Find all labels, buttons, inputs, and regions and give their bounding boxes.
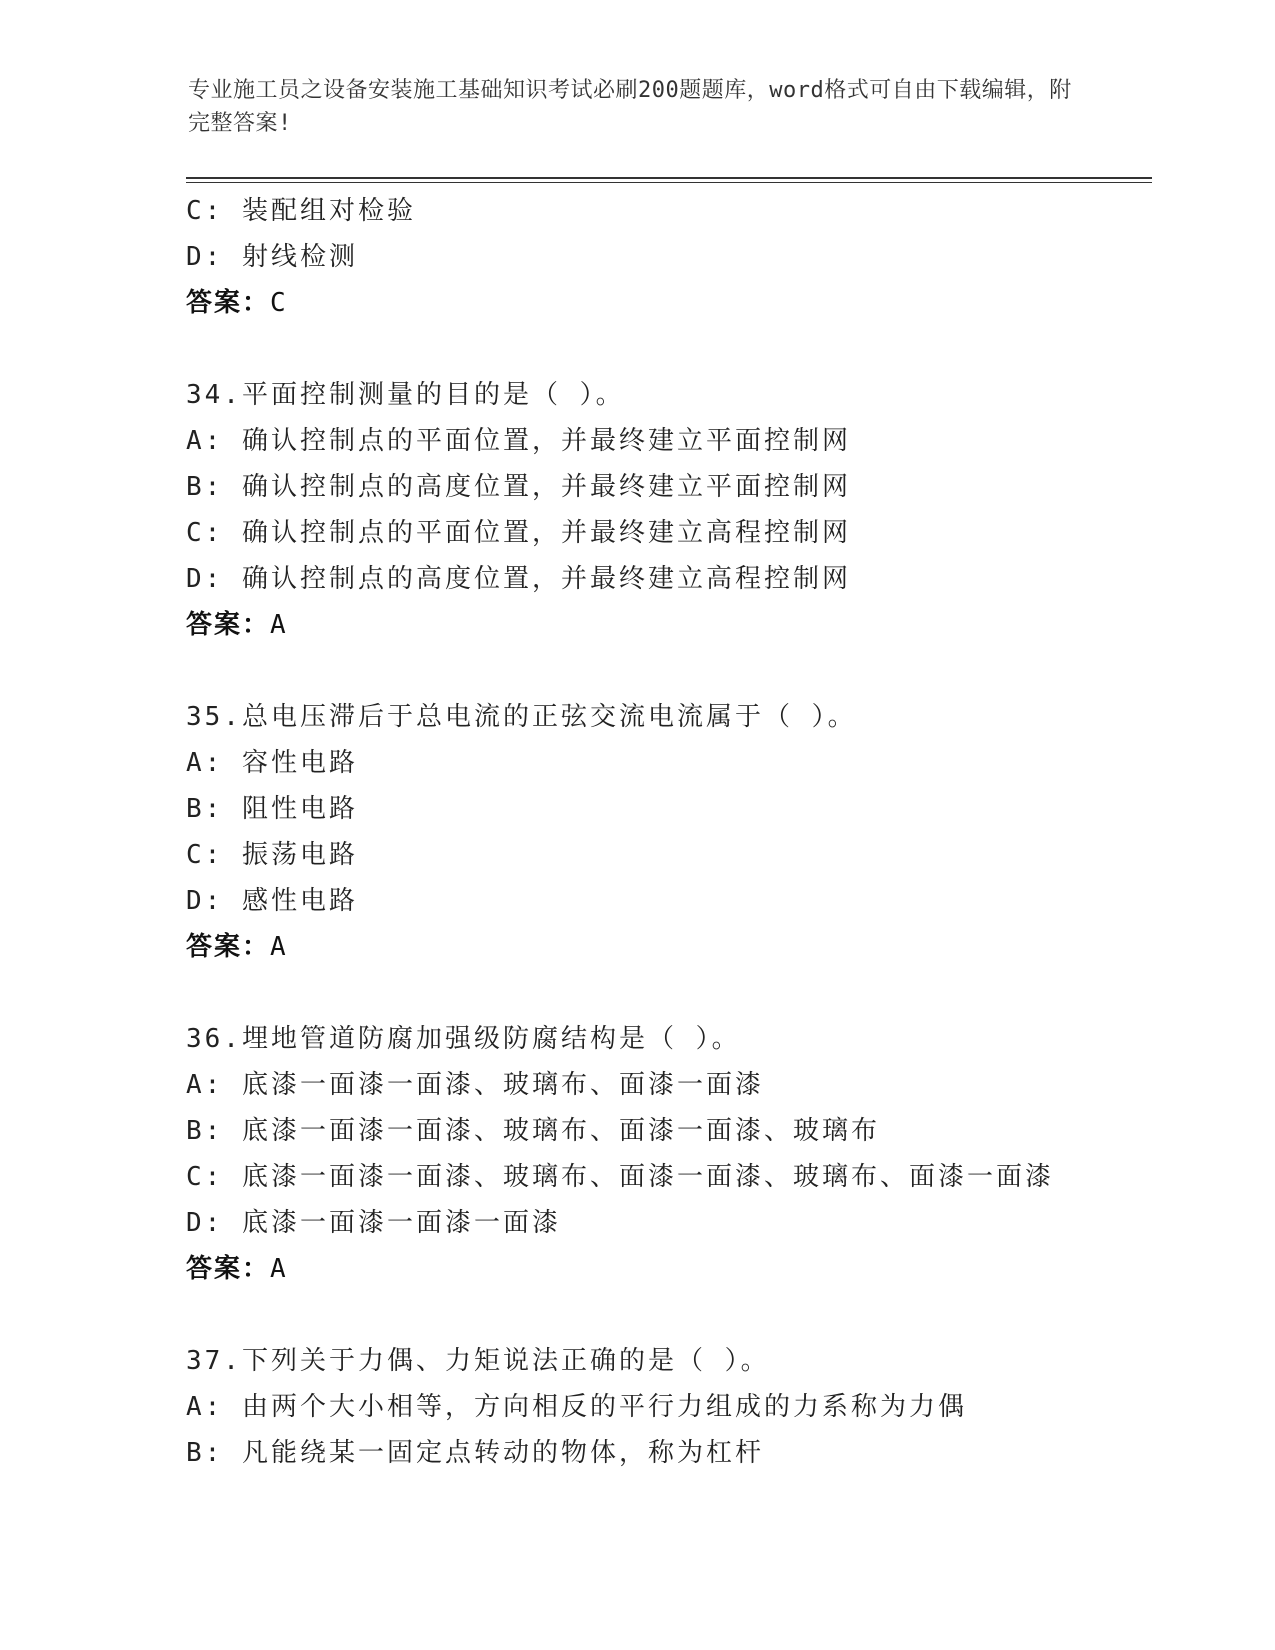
- option-d: D: 底漆一面漆一面漆一面漆: [186, 1208, 561, 1238]
- question-stem: 36.埋地管道防腐加强级防腐结构是（ ）。: [186, 1024, 741, 1054]
- option-a: A: 确认控制点的平面位置，并最终建立平面控制网: [186, 426, 851, 456]
- option-a: A: 由两个大小相等，方向相反的平行力组成的力系称为力偶: [186, 1392, 967, 1422]
- answer-label: 答案：: [186, 932, 271, 962]
- question-content: [186, 188, 1186, 1476]
- question-36: [186, 1016, 1186, 1292]
- answer-value: A: [270, 932, 288, 962]
- question-stem: 35.总电压滞后于总电流的正弦交流电流属于（ ）。: [186, 702, 857, 732]
- answer-line: [186, 280, 1186, 326]
- answer-value: C: [270, 288, 288, 318]
- header-divider: [186, 177, 1152, 183]
- page-header-title: 专业施工员之设备安装施工基础知识考试必刷200题题库，word格式可自由下载编辑，附完整答案!: [188, 78, 1072, 136]
- answer-value: A: [270, 610, 288, 640]
- answer-line: [186, 1246, 1186, 1292]
- option-b: B: 底漆一面漆一面漆、玻璃布、面漆一面漆、玻璃布: [186, 1116, 880, 1146]
- answer-value: A: [270, 1254, 288, 1284]
- option-d: D: 感性电路: [186, 886, 358, 916]
- option-c: C: 振荡电路: [186, 840, 358, 870]
- spacer: [186, 970, 1186, 1016]
- option-b: B: 阻性电路: [186, 794, 358, 824]
- answer-line: [186, 602, 1186, 648]
- answer-label: 答案：: [186, 610, 271, 640]
- question-35: [186, 694, 1186, 970]
- answer-line: [186, 924, 1186, 970]
- answer-label: 答案：: [186, 288, 271, 318]
- spacer: [186, 326, 1186, 372]
- question-37: [186, 1338, 1186, 1476]
- question-stem: 34.平面控制测量的目的是（ ）。: [186, 380, 625, 410]
- option-b: B: 确认控制点的高度位置，并最终建立平面控制网: [186, 472, 851, 502]
- continued-question: [186, 188, 1186, 326]
- option-d: D: 射线检测: [186, 242, 358, 272]
- spacer: [186, 1292, 1186, 1338]
- spacer: [186, 648, 1186, 694]
- question-34: [186, 372, 1186, 648]
- option-b: B: 凡能绕某一固定点转动的物体，称为杠杆: [186, 1438, 764, 1468]
- option-a: A: 容性电路: [186, 748, 358, 778]
- option-c: C: 确认控制点的平面位置，并最终建立高程控制网: [186, 518, 851, 548]
- option-a: A: 底漆一面漆一面漆、玻璃布、面漆一面漆: [186, 1070, 764, 1100]
- question-stem: 37.下列关于力偶、力矩说法正确的是（ ）。: [186, 1346, 770, 1376]
- answer-label: 答案：: [186, 1254, 271, 1284]
- option-c: C: 底漆一面漆一面漆、玻璃布、面漆一面漆、玻璃布、面漆一面漆: [186, 1162, 1054, 1192]
- option-c: C: 装配组对检验: [186, 196, 416, 226]
- option-d: D: 确认控制点的高度位置，并最终建立高程控制网: [186, 564, 851, 594]
